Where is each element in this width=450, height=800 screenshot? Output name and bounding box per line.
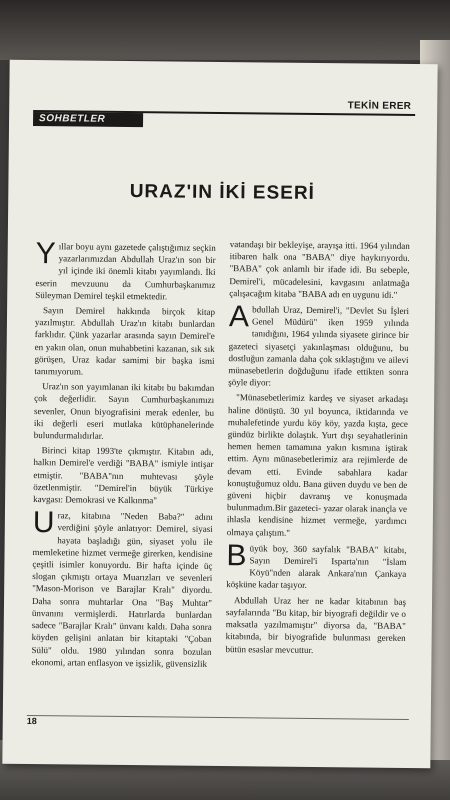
paragraph-text: "Münasebetlerimiz kardeş ve siyaset arkadaşı haline dönüştü. 30 yıl boyunca, iktidarında ve muhalefetinde yurdu köy köy, yazda kışta, gece gündüz birlikte dolaştık. Yurt dışı seyahatlerinin hemen hemen tamamına yakın kısmına iştirak ettim. Aynı münasebetlerimiz ara rejimlerde de devam etti. Evinde sabahlara kadar konuştuğumuz oldu. Bana güven duydu ve ben de güveni hiçbir davranış ve konuşmada bulunmadım.Bir gazeteci- yazar olarak inançla ve ihlasla kendisine hizmet vermeğe, yardımcı olmaya çalıştım.": [226, 392, 409, 538]
paragraph: [35, 237, 216, 303]
quote-paragraph: [227, 392, 409, 540]
paragraph-text: Birinci kitap 1993'te çıkmıştır. Kitabın adı, halkın Demirel'e verdiği "BABA" ismiyle intişar etmiştir. "BABA"nın muhtevası şöyle özetlenmiştir. "Demirel'in büyük Türkiye kavgası: Demokrasi ve Kalkınma": [33, 445, 214, 506]
paragraph-text: üyük boy, 360 sayfalık "BABA" kitabı, Sayın Demirel'i Isparta'nın "İslam Köyü"nden alarak Ankara'nın Çankaya köşküne kadar taşıyor.: [226, 543, 407, 591]
author-name: TEKİN ERER: [347, 100, 412, 112]
section-label: SOHBETLER: [33, 112, 143, 127]
paragraph-text: Abdullah Uraz her ne kadar kitabının baş sayfalarında "Bu kitap, bir biyografi değildir ve o maksatla yazılmamıştır" diyorsa da, "BABA" kitabında, bir biyografide bulunması gereken bütün esaslar mevcuttur.: [225, 594, 407, 655]
paragraph: [34, 304, 215, 379]
paragraph-text: ıllar boyu aynı gazetede çalıştığımız seçkin yazarlarımızdan Abdullah Uraz'ın son bir yıl içinde iki önemli kitabı yayımlandı. İki eserin mevzuunu da Cumhurbaşkanımız Süleyman Demirel teşkil etmektedir.: [35, 241, 216, 302]
paragraph-text: Uraz'ın son yayımlanan iki kitabı bu bakımdan çok değerlidir. Sayın Cumhurbaşkanımızı sevenler, Onun biyografisini merak edenler, bu iki değerli eseri mutlaka kütüphanelerinde bulundurmalıdırlar.: [33, 381, 215, 441]
drop-cap: U: [32, 506, 55, 540]
paragraph-text: raz, kitabına "Neden Baba?" adını verdiğini şöyle anlatıyor: Demirel, siyasi hayata başladığı gün, siyaset yolu ile memleketine hizmet vermeğe girerken, kendisine çeşitli isimler konuyordu. Bir hafta içinde üç slogan çıkmıştı ortaya Muarızları ve sevenleri "Mason-Morison ve Barajlar Kralı" diyordu. Daha sonra muhtarlar Ona "Baş Muhtar" ünvanını vermişlerdi. Hatırlarda bunlardan sadece "Barajlar Kralı" ünvanı kaldı. Daha sonra köyden gelişini anlatan bir kitaptaki "Çoban Sülü" oldu. 1980 yılından sonra bozulan ekonomi, artan enflasyon ve işsizlik, güvensizlik: [31, 510, 213, 669]
article-title: URAZ'IN İKİ ESERİ: [129, 181, 316, 204]
drop-cap: Y: [35, 237, 56, 271]
background-top: [0, 0, 450, 60]
paragraph: [228, 300, 410, 390]
paragraph: [34, 380, 215, 443]
left-column: [31, 236, 216, 673]
drop-cap: B: [226, 538, 247, 573]
paragraph: [226, 538, 407, 593]
paragraph-text: bdullah Uraz, Demirel'i, "Devlet Su İşleri Genel Müdürü" iken 1959 yılında tanıdığını, 1964 yılında siyasete girince bir gazeteci siyasetçi yakınlaşması olduğunu, bu dostluğun zamanla daha çok sıklaştığını ve ailevi münasebetlerin doğduğunu ifade ettikten sonra şöyle diyor:: [228, 304, 410, 388]
paragraph-text: vatandaşı bir bekleyişe, arayışa itti. 1964 yılından itibaren halk ona "BABA" diye haykırıyordu. "BABA" çok anlamlı bir ifade idi. Bu sebeple, Demirel'i, mücadelesini, kavgasını anlatmağa çalışacağım kitaba "BABA adı en uygunu idi.": [229, 239, 410, 300]
right-column: [225, 238, 409, 660]
paragraph-text: Sayın Demirel hakkında birçok kitap yazılmıştır. Abdullah Uraz'ın kitabı bunlardan farklıdır. Çünk yazarlar arasında sayın Demirel'e en yakın olan, onun muhabbetini kazanan, sık sık görüşen, Uraz kadar samimi bir başka ismi tanımıyorum.: [34, 305, 216, 377]
paragraph: [225, 594, 406, 657]
drop-cap: A: [228, 300, 250, 334]
paragraph: [229, 238, 410, 301]
magazine-page: [2, 60, 437, 768]
paragraph: [33, 444, 214, 507]
paragraph: [31, 506, 213, 670]
page-number: 18: [26, 715, 37, 727]
footer-rule: [27, 715, 409, 720]
